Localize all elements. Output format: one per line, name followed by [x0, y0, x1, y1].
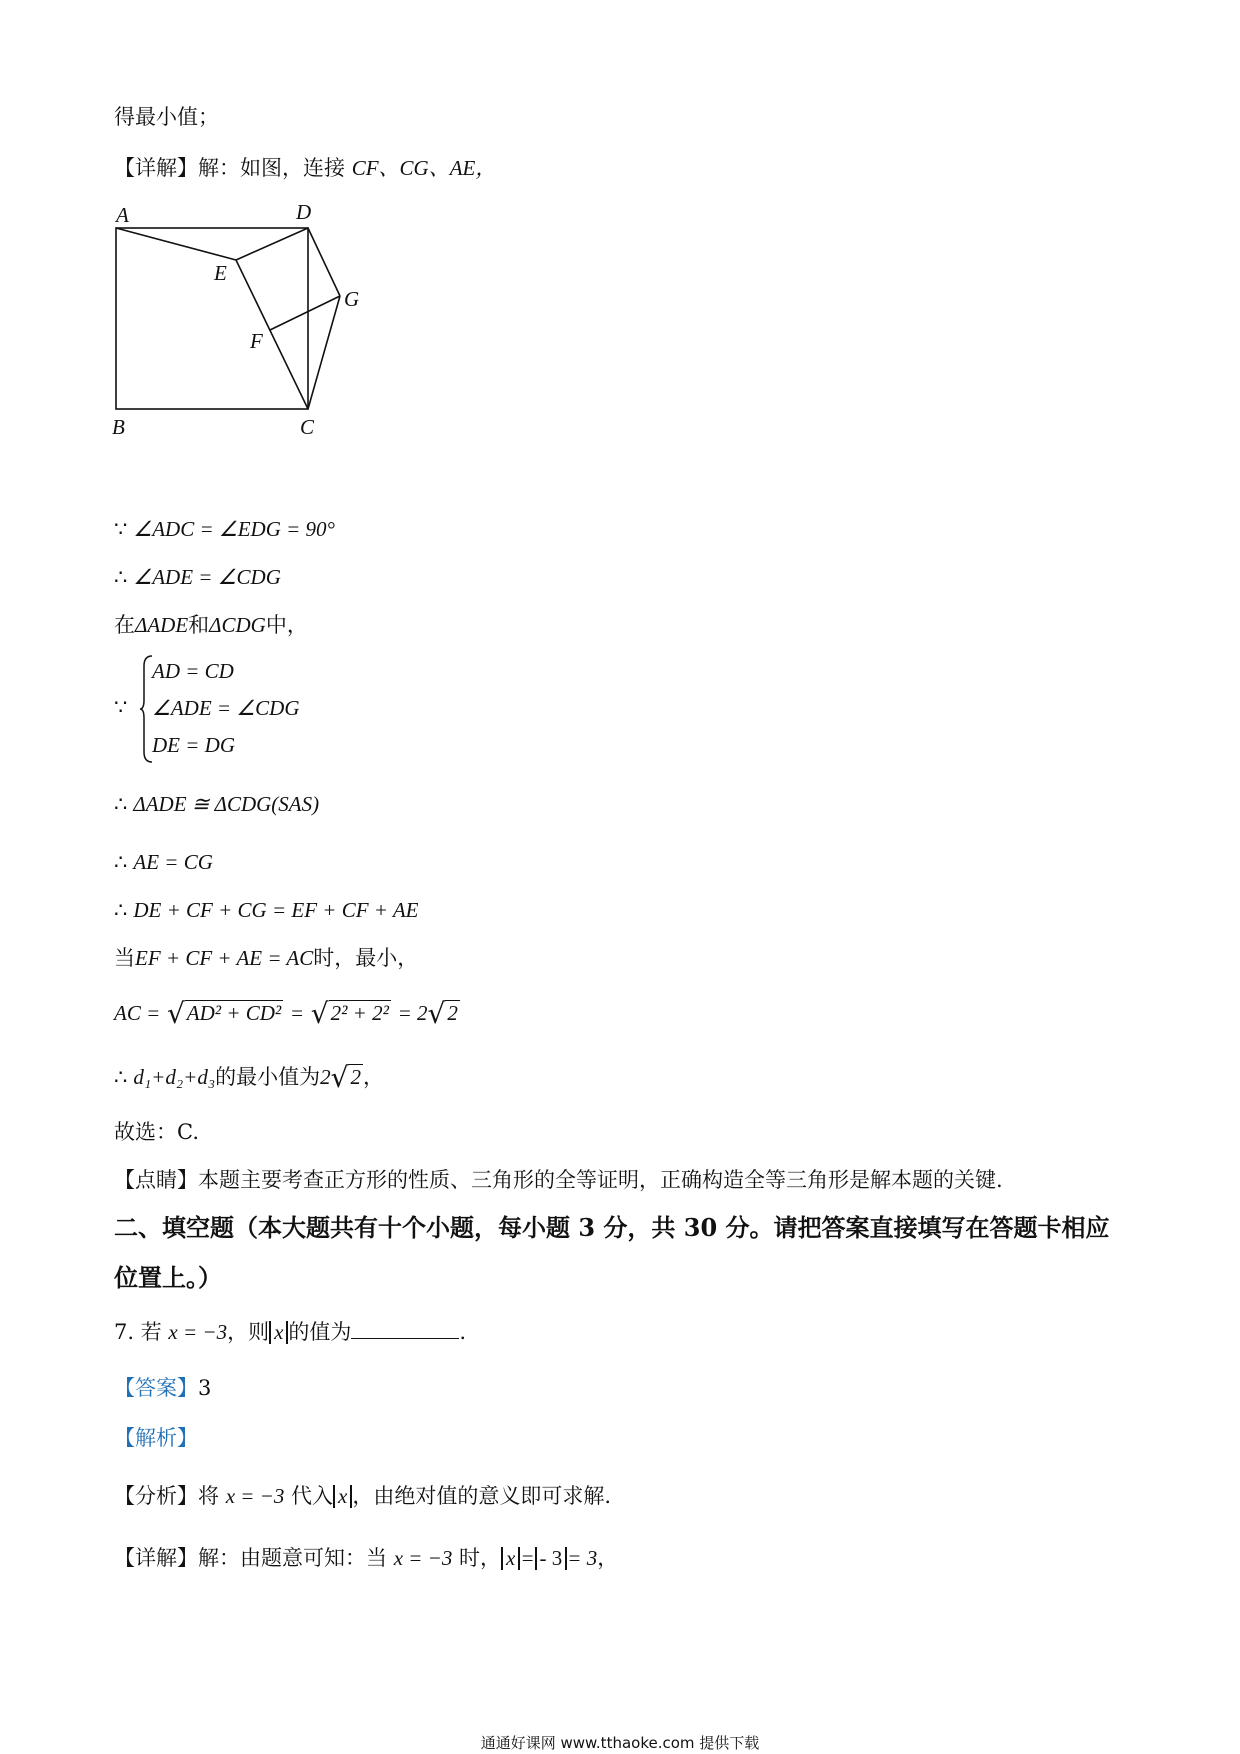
segment-fg: [270, 296, 340, 330]
math-line: ∴ AE = CG: [114, 850, 213, 874]
system-row: AD = CD: [152, 659, 234, 683]
square-abcd: [116, 228, 308, 409]
geometry-figure: [100, 196, 380, 441]
label-g: G: [344, 287, 360, 311]
radical-icon: √: [310, 997, 329, 1030]
detail-tag: 【详解】: [114, 156, 198, 180]
radical-icon: √: [427, 997, 446, 1030]
label-e: E: [214, 261, 227, 285]
detail-line: 【详解】解：如图，连接 CF、CG、AE，: [114, 156, 497, 180]
because-symbol: ∵: [114, 695, 128, 719]
label-a: A: [116, 203, 129, 227]
math-line: 当EF + CF + AE = AC时，最小，: [114, 946, 419, 970]
math-line: AC = √AD² + CD² = √2² + 2² = 2√2: [114, 997, 458, 1030]
math-line: 在ΔADE和ΔCDG中，: [114, 613, 308, 637]
segment-ec: [236, 260, 308, 409]
segment-ed: [236, 228, 308, 260]
analysis-tag: 【解析】: [114, 1426, 198, 1450]
label-c: C: [300, 415, 315, 439]
answer-line: 【答案】3: [114, 1376, 212, 1400]
system-row: DE = DG: [152, 733, 235, 757]
system-row: ∠ADE = ∠CDG: [152, 696, 300, 720]
math-line: ∵ ∠ADC = ∠EDG = 90°: [114, 517, 335, 541]
page-footer: 通通好课网 www.tthaoke.com 提供下载: [480, 1734, 760, 1752]
segment-ae: [116, 228, 236, 260]
text-line: 得最小值；: [114, 105, 219, 129]
question-7: 7. 若 x = −3，则 x 的值为 .: [114, 1320, 467, 1344]
radical-icon: √: [330, 1061, 349, 1094]
label-f: F: [250, 329, 263, 353]
comment-line: 【点睛】本题主要考查正方形的性质、三角形的全等证明，正确构造全等三角形是解本题的关键.: [114, 1168, 1003, 1192]
math-line: ∴ DE + CF + CG = EF + CF + AE: [114, 898, 419, 922]
section-heading: 二、填空题（本大题共有十个小题，每小题 3 分，共 30 分。请把答案直接填写在答题卡相应: [114, 1213, 1110, 1242]
analysis-line: 【分析】将 x = −3 代入 x ，由绝对值的意义即可求解.: [114, 1484, 612, 1508]
math-line: ∴ ∠ADE = ∠CDG: [114, 565, 281, 589]
answer-blank: [351, 1320, 459, 1339]
segment-dg: [308, 228, 340, 296]
radical-icon: √: [166, 997, 185, 1030]
math-line: ∴ d₁+d₂+d₃的最小值为2√2，: [114, 1061, 384, 1094]
label-d: D: [296, 200, 312, 224]
segment-gc: [308, 296, 340, 409]
section-heading: 位置上。）: [114, 1263, 222, 1292]
detail-line: 【详解】解：由题意可知：当 x = −3 时， x = - 3 = 3，: [114, 1546, 619, 1570]
text-line: 故选：C.: [114, 1120, 199, 1144]
label-b: B: [112, 415, 125, 439]
math-line: ∴ ΔADE ≅ ΔCDG(SAS): [114, 792, 320, 816]
